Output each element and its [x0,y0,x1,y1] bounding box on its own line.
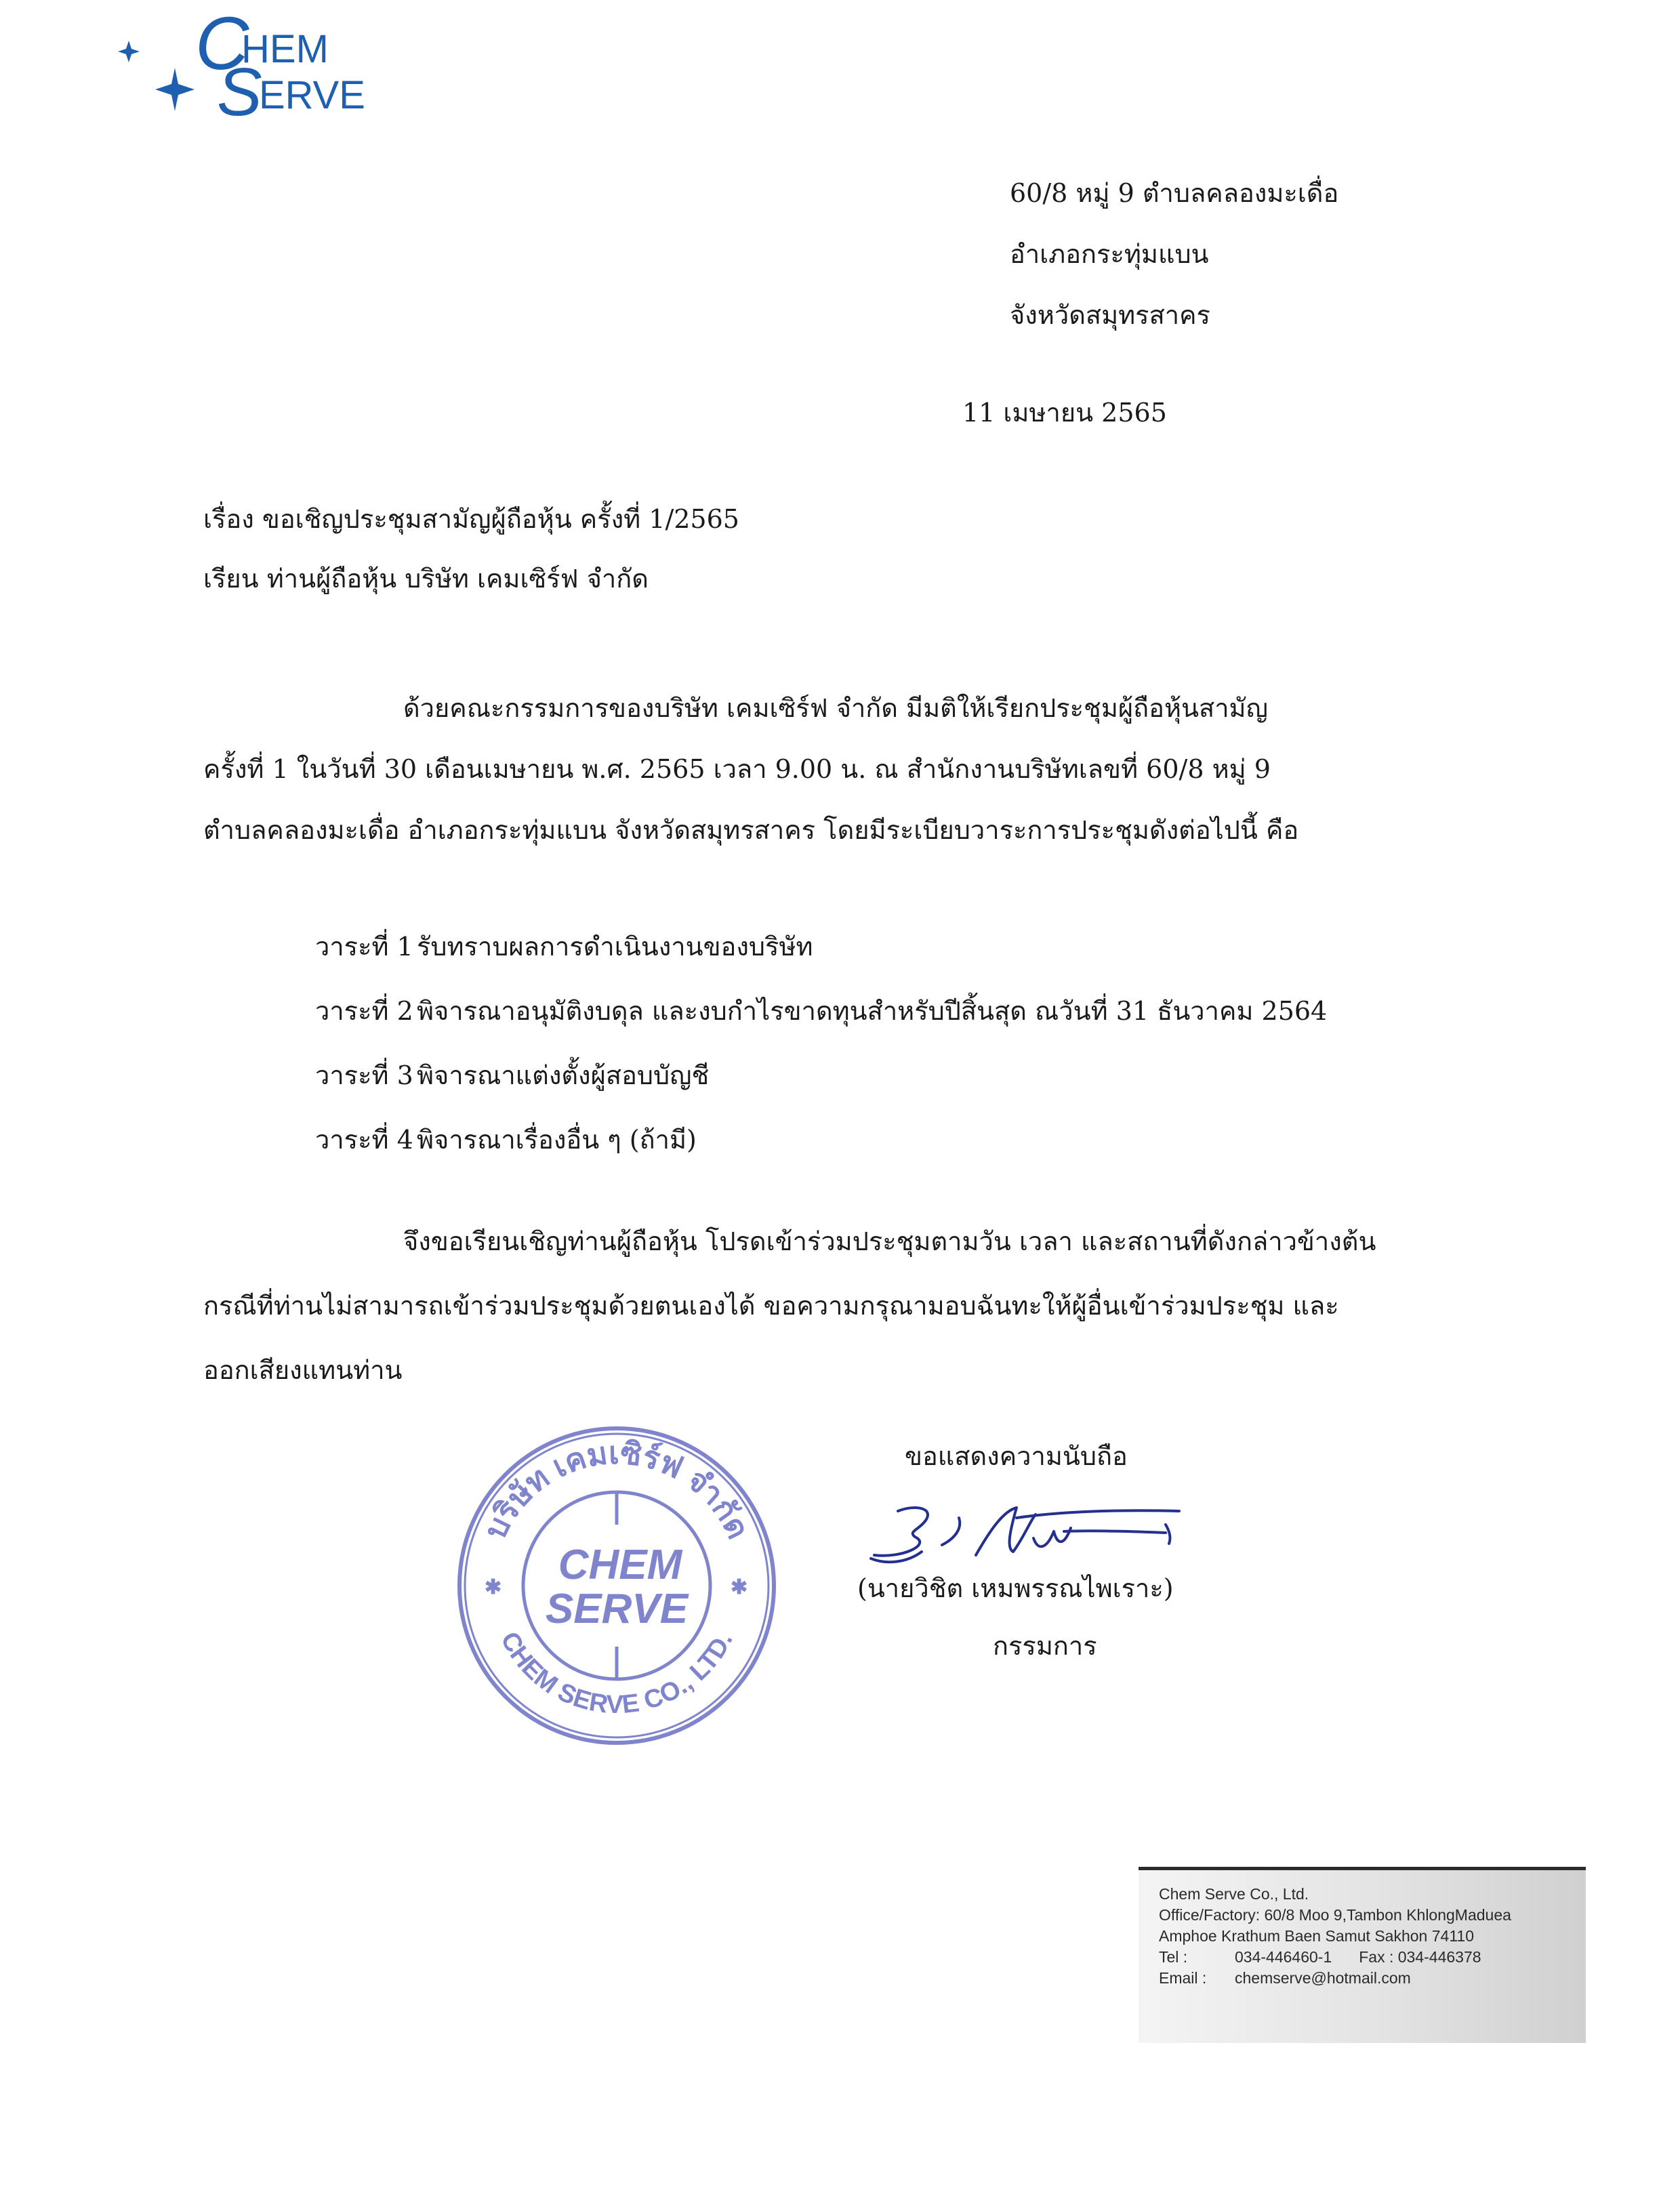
agenda-item [315,1044,1327,1108]
footer-contact-box [1139,1867,1586,2043]
agenda-text: รับทราบผลการดำเนินงานของบริษัท [417,932,813,962]
tel-label: Tel : [1159,1948,1188,1966]
agenda-text: พิจารณาแต่งตั้งผู้สอบบัญชี [417,1060,710,1090]
letter-date: 11 เมษายน 2565 [962,398,1167,428]
company-logo [115,14,400,122]
letter-salutation: เรียน ท่านผู้ถือหุ้น บริษัท เคมเซิร์ฟ จำกัด [203,564,649,594]
signer-name: (นายวิชิต เหมพรรณไพเราะ) [857,1573,1174,1603]
footer-email-row [1159,1968,1586,1989]
logo-word-hem: HEM [241,27,329,71]
footer-office: Office/Factory: 60/8 Moo 9,Tambon KhlongMaduea [1159,1906,1511,1924]
logo-initial-c: C [195,14,249,85]
paragraph-line: จึงขอเรียนเชิญท่านผู้ถือหุ้น โปรดเข้าร่วมประชุมตามวัน เวลา และสถานที่ดังกล่าวข้างต้น [403,1226,1376,1256]
fax-label: Fax : [1359,1948,1394,1966]
paragraph-line: ตำบลคลองมะเดื่อ อำเภอกระทุ่มแบน จังหวัดสมุทรสาคร โดยมีระเบียบวาระการประชุมดังต่อไปนี้ คือ [203,815,1299,845]
company-seal-stamp [447,1416,786,1755]
body-paragraph-2 [203,1210,1376,1403]
agenda-number: วาระที่ 3 [315,1060,413,1090]
letter-subject: เรื่อง ขอเชิญประชุมสามัญผู้ถือหุ้น ครั้งที่ 1/2565 [203,504,739,534]
address-line-2: อำเภอกระทุ่มแบน [1010,239,1209,269]
footer-company: Chem Serve Co., Ltd. [1159,1885,1309,1903]
address-line-1: 60/8 หมู่ 9 ตำบลคลองมะเดื่อ [1010,178,1339,208]
logo-initial-s: S [217,54,262,122]
paragraph-line: ออกเสียงแทนท่าน [203,1355,403,1385]
signer-title: กรรมการ [993,1631,1097,1661]
body-paragraph-1 [203,678,1298,861]
logo-word-erve: ERVE [259,73,365,117]
handwritten-signature [861,1491,1200,1586]
stamp-bottom-text: CHEM SERVE CO., LTD. [495,1627,739,1720]
stamp-top-text: บริษัท เคมเซิร์ฟ จำกัด [476,1434,757,1544]
agenda-item [315,1108,1327,1172]
address-line-3: จังหวัดสมุทรสาคร [1010,300,1210,330]
svg-text:✱: ✱ [731,1576,748,1598]
paragraph-line: ครั้งที่ 1 ในวันที่ 30 เดือนเมษายน พ.ศ. 2565 เวลา 9.00 น. ณ สำนักงานบริษัทเลขที่ 60/8 หมู่ 9 [203,754,1271,784]
sender-address [1010,163,1338,346]
email-value: chemserve@hotmail.com [1235,1969,1411,1987]
svg-text:✱: ✱ [485,1576,502,1598]
letter-closing: ขอแสดงความนับถือ [905,1441,1128,1471]
stamp-center-chem: CHEM [558,1542,682,1588]
agenda-text: พิจารณาเรื่องอื่น ๆ (ถ้ามี) [417,1125,697,1155]
agenda-number: วาระที่ 4 [315,1125,413,1155]
agenda-item [315,915,1327,979]
footer-phone-row [1159,1947,1586,1968]
tel-value: 034-446460-1 [1235,1948,1332,1966]
fax-value: 034-446378 [1397,1948,1481,1966]
footer-amphoe: Amphoe Krathum Baen Samut Sakhon 74110 [1159,1927,1474,1945]
paragraph-line: กรณีที่ท่านไม่สามารถเข้าร่วมประชุมด้วยตนเองได้ ขอความกรุณามอบฉันทะให้ผู้อื่นเข้าร่วมประชุม และ [203,1291,1339,1321]
agenda-item [315,979,1327,1044]
email-label: Email : [1159,1969,1207,1987]
agenda-list [315,915,1327,1172]
stamp-center-serve: SERVE [545,1586,689,1632]
agenda-number: วาระที่ 2 [315,996,413,1026]
agenda-text: พิจารณาอนุมัติงบดุล และงบกำไรขาดทุนสำหรับปีสิ้นสุด ณวันที่ 31 ธันวาคม 2564 [417,996,1328,1026]
agenda-number: วาระที่ 1 [315,932,413,962]
paragraph-line: ด้วยคณะกรรมการของบริษัท เคมเซิร์ฟ จำกัด มีมติให้เรียกประชุมผู้ถือหุ้นสามัญ [403,693,1268,723]
